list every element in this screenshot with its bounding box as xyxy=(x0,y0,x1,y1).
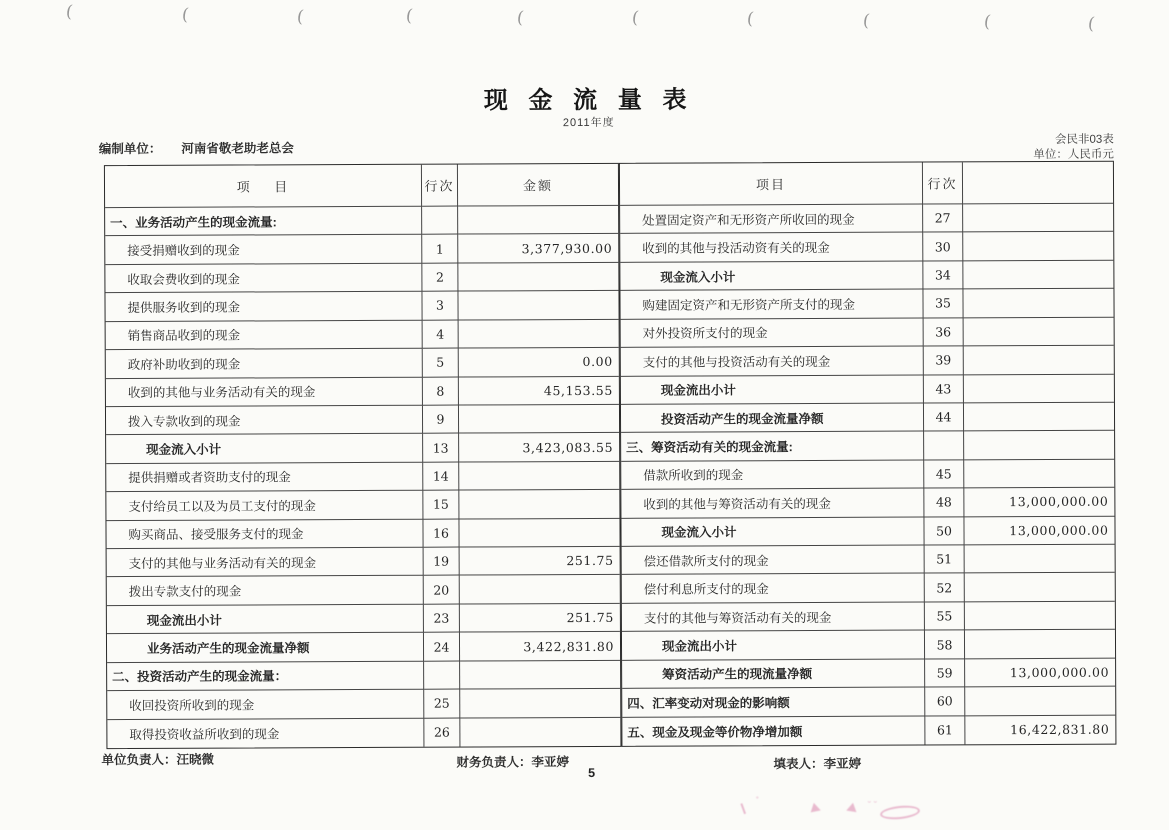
scan-mark-icon: ( xyxy=(404,5,414,27)
row-amount: 3,422,831.80 xyxy=(460,632,620,661)
row-item-label: 现金流出小计 xyxy=(622,631,925,661)
report-period: 2011年度 xyxy=(562,116,615,130)
row-amount: 45,153.55 xyxy=(459,376,619,405)
column-header-item: 项 目 xyxy=(105,165,422,208)
row-line-no: 44 xyxy=(924,403,964,432)
row-item-label: 现金流入小计 xyxy=(106,434,423,464)
pink-artifact: ˚ xyxy=(756,796,762,806)
row-item-label: 现金流出小计 xyxy=(621,375,924,405)
row-item-label: 三、筹资活动有关的现金流量: xyxy=(621,432,924,462)
row-amount xyxy=(460,575,620,604)
scan-mark-icon: ( xyxy=(295,6,305,28)
row-item-label: 支付给员工以及为员工支付的现金 xyxy=(106,491,423,521)
row-amount xyxy=(964,403,1114,432)
row-line-no xyxy=(924,432,964,461)
row-amount xyxy=(964,374,1114,403)
row-line-no: 4 xyxy=(423,320,459,349)
row-line-no: 5 xyxy=(423,349,459,378)
row-item-label: 二、投资活动产生的现金流量： xyxy=(107,661,424,691)
row-amount xyxy=(965,687,1115,716)
row-item-label: 接受捐赠收到的现金 xyxy=(105,235,422,265)
row-amount: 13,000,000.00 xyxy=(964,516,1114,545)
scan-mark-icon: ( xyxy=(745,8,755,30)
cash-flow-table-left xyxy=(104,163,622,749)
scan-mark-icon: ( xyxy=(982,11,992,33)
row-item-label: 投资活动产生的现金流量净额 xyxy=(621,403,924,433)
row-line-no: 51 xyxy=(925,545,965,574)
row-line-no: 55 xyxy=(925,602,965,631)
row-line-no xyxy=(422,207,458,236)
row-item-label: 取得投资收益所收到的现金 xyxy=(107,718,424,748)
row-item-label: 拨出专款支付的现金 xyxy=(107,576,424,606)
row-amount xyxy=(459,320,619,349)
scan-mark-icon: ( xyxy=(1086,13,1096,35)
row-item-label: 支付的其他与投资活动有关的现金 xyxy=(621,347,924,377)
row-line-no: 15 xyxy=(423,491,459,520)
row-amount xyxy=(459,490,619,519)
row-line-no xyxy=(424,661,460,690)
row-line-no: 43 xyxy=(924,375,964,404)
unit-head-name: 汪晓微 xyxy=(176,752,215,767)
row-item-label: 销售商品收到的现金 xyxy=(106,320,423,350)
scan-mark-icon: ( xyxy=(515,7,525,29)
row-amount xyxy=(964,346,1114,375)
column-header-line-no: 行次 xyxy=(923,162,963,204)
row-amount xyxy=(460,661,620,690)
row-item-label: 一、业务活动产生的现金流量: xyxy=(105,207,422,237)
row-item-label: 现金流入小计 xyxy=(620,261,923,291)
row-item-label: 业务活动产生的现金流量净额 xyxy=(107,633,424,663)
currency-unit: 单位：人民币元 xyxy=(1033,148,1114,162)
row-item-label: 提供捐赠或者资助支付的现金 xyxy=(106,462,423,492)
row-amount xyxy=(458,263,618,292)
row-amount: 16,422,831.80 xyxy=(1010,721,1110,738)
row-item-label: 购买商品、接受服务支付的现金 xyxy=(106,519,423,549)
row-item-label: 支付的其他与业务活动有关的现金 xyxy=(107,548,424,578)
row-amount xyxy=(460,717,620,746)
prepared-by-label: 编制单位： xyxy=(98,141,162,157)
row-line-no: 20 xyxy=(424,576,460,605)
page-title: 现 金 流 量 表 xyxy=(483,86,694,115)
row-amount xyxy=(963,289,1113,318)
row-line-no: 26 xyxy=(424,718,460,747)
row-item-label: 收回投资所收到的现金 xyxy=(107,690,424,720)
cash-flow-table-right xyxy=(619,161,1117,747)
row-item-label: 现金流入小计 xyxy=(621,517,924,547)
column-header-amount: 金额 xyxy=(458,164,618,207)
row-line-no: 27 xyxy=(923,204,963,233)
row-line-no: 48 xyxy=(924,489,964,518)
preparer-name: 李亚婷 xyxy=(823,756,862,771)
row-item-label: 收到的其他与筹资活动有关的现金 xyxy=(621,489,924,519)
row-amount xyxy=(965,573,1115,602)
scan-mark-icon: ( xyxy=(180,4,190,26)
row-amount xyxy=(964,317,1114,346)
row-amount: 0.00 xyxy=(459,348,619,377)
row-line-no: 36 xyxy=(924,318,964,347)
row-item-label: 购建固定资产和无形资产所支付的现金 xyxy=(620,290,923,320)
column-header-line-no: 行次 xyxy=(422,165,458,207)
row-line-no: 52 xyxy=(925,574,965,603)
row-item-label: 政府补助收到的现金 xyxy=(106,349,423,379)
row-line-no: 24 xyxy=(424,633,460,662)
row-line-no: 13 xyxy=(423,434,459,463)
row-line-no: 14 xyxy=(423,462,459,491)
row-amount xyxy=(459,405,619,434)
row-amount xyxy=(964,431,1114,460)
row-line-no: 39 xyxy=(924,346,964,375)
finance-head-label: 财务负责人： xyxy=(456,755,532,770)
row-line-no: 25 xyxy=(424,690,460,719)
row-amount: 3,377,930.00 xyxy=(458,234,618,263)
row-line-no: 23 xyxy=(424,604,460,633)
prepared-by xyxy=(99,138,294,157)
row-line-no: 16 xyxy=(423,519,459,548)
row-amount: 251.75 xyxy=(460,547,620,576)
finance-head-name: 李亚婷 xyxy=(531,755,570,770)
row-item-label: 收到的其他与投活动资有关的现金 xyxy=(620,233,923,263)
row-line-no: 3 xyxy=(422,292,458,321)
row-amount xyxy=(963,232,1113,261)
row-amount xyxy=(458,291,618,320)
row-item-label: 偿付利息所支付的现金 xyxy=(622,574,925,604)
row-line-no: 58 xyxy=(925,631,965,660)
row-item-label: 五、现金及现金等价物净增加额 xyxy=(622,716,925,746)
row-line-no: 34 xyxy=(923,261,963,290)
row-line-no: 2 xyxy=(422,263,458,292)
page-number: 5 xyxy=(588,765,596,780)
row-amount: 3,423,083.55 xyxy=(459,433,619,462)
row-line-no: 50 xyxy=(924,517,964,546)
row-line-no: 30 xyxy=(923,233,963,262)
row-item-label: 现金流出小计 xyxy=(107,605,424,635)
prepared-by-value: 河南省敬老助老总会 xyxy=(181,141,294,156)
row-amount xyxy=(964,459,1114,488)
cash-flow-table xyxy=(104,161,1117,749)
row-line-no: 60 xyxy=(925,687,965,716)
row-item-label: 四、汇率变动对现金的影响额 xyxy=(622,688,925,718)
row-item-label: 处置固定资产和无形资产所收回的现金 xyxy=(620,205,923,235)
unit-head-label: 单位负责人： xyxy=(101,752,177,768)
row-amount xyxy=(963,204,1113,233)
row-amount xyxy=(965,630,1115,659)
row-amount: 13,000,000.00 xyxy=(965,658,1115,687)
row-item-label: 借款所收到的现金 xyxy=(621,460,924,490)
scan-mark-icon: ( xyxy=(861,10,871,32)
row-line-no: 61 xyxy=(925,716,965,745)
row-item-label: 支付的其他与筹资活动有关的现金 xyxy=(622,602,925,632)
row-amount: 251.75 xyxy=(460,604,620,633)
row-line-no: 35 xyxy=(923,290,963,319)
row-amount: 13,000,000.00 xyxy=(964,488,1114,517)
scan-mark-icon: ( xyxy=(630,7,640,29)
unit-head-signature xyxy=(101,750,214,768)
row-item-label: 收取会费收到的现金 xyxy=(105,264,422,294)
row-line-no: 19 xyxy=(424,548,460,577)
row-line-no: 45 xyxy=(924,460,964,489)
row-line-no: 59 xyxy=(925,659,965,688)
row-amount xyxy=(963,261,1113,290)
form-code: 会民非03表 xyxy=(1054,133,1114,146)
row-amount xyxy=(459,518,619,547)
row-amount xyxy=(965,602,1115,631)
scan-mark-icon: ( xyxy=(64,1,74,23)
row-amount xyxy=(459,462,619,491)
pink-artifact: ˘˘ xyxy=(868,800,880,810)
row-item-label: 提供服务收到的现金 xyxy=(105,292,422,322)
row-item-label: 收到的其他与业务活动有关的现金 xyxy=(106,377,423,407)
row-amount xyxy=(965,545,1115,574)
row-amount xyxy=(458,206,618,235)
row-item-label: 拨入专款收到的现金 xyxy=(106,406,423,436)
row-amount xyxy=(460,689,620,718)
row-item-label: 筹资活动产生的现流量净额 xyxy=(622,659,925,689)
column-header-amount xyxy=(963,162,1113,205)
row-line-no: 1 xyxy=(422,235,458,264)
preparer-label: 填表人： xyxy=(773,756,824,772)
column-header-item: 项目 xyxy=(620,163,923,206)
row-item-label: 对外投资所支付的现金 xyxy=(621,318,924,348)
row-item-label: 偿还借款所支付的现金 xyxy=(622,546,925,576)
row-line-no: 8 xyxy=(423,377,459,406)
row-line-no: 9 xyxy=(423,405,459,434)
